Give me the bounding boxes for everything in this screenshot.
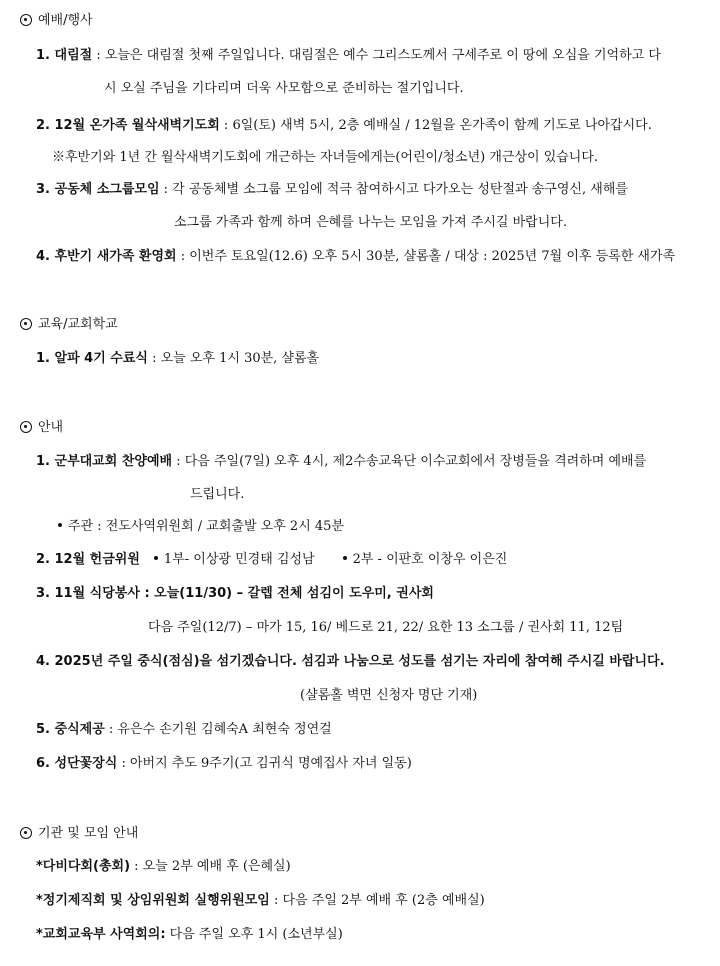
notice-altar-flowers: 6. 성단꽃장식 : 아버지 추도 9주기(고 김귀식 명예집사 자녀 일동): [36, 756, 412, 771]
circle-bullet-icon: [20, 421, 32, 433]
notice-advent: 1. 대림절 : 오늘은 대림절 첫째 주일입니다. 대림절은 예수 그리스도께서 구세주로 이 땅에 오심을 기억하고 다: [36, 48, 661, 63]
notice-kitchen-service: 3. 11월 식당봉사 : 오늘(11/30) – 갈렙 전체 섬김이 도우미, 권사회: [36, 586, 434, 601]
notice-alpha-graduation: 1. 알파 4기 수료식 : 오늘 오후 1시 30분, 샬롬홀: [36, 351, 320, 366]
section-heading-worship: 예배/행사: [20, 12, 93, 30]
notice-military-church: 1. 군부대교회 찬양예배 : 다음 주일(7일) 오후 4시, 제2수송교육단 이수교회에서 장병들을 격려하며 예배를: [36, 454, 647, 469]
notice-military-church-host: 주관 : 전도사역위원회 / 교회출발 오후 2시 45분: [58, 518, 344, 536]
section-heading-education: 교육/교회학교: [20, 316, 118, 334]
notice-advent-cont: 시 오실 주님을 기다리며 더욱 사모함으로 준비하는 절기입니다.: [104, 81, 464, 96]
section-heading-meetings: 기관 및 모임 안내: [20, 825, 138, 843]
notice-officers-meeting: *정기제직회 및 상임위원회 실행위원모임 : 다음 주일 2부 예배 후 (2층 예배실): [36, 893, 485, 908]
notice-dawn-prayer-note: ※후반기와 1년 간 월삭새벽기도회에 개근하는 자녀들에게는(어린이/청소년) 개근상이 있습니다.: [52, 150, 599, 165]
notice-education-meeting: *교회교육부 사역회의: 다음 주일 오후 1시 (소년부실): [36, 927, 343, 942]
notice-military-church-cont: 드립니다.: [190, 487, 245, 502]
dot-bullet-icon: [343, 556, 347, 560]
notice-small-groups-cont: 소그룹 가족과 함께 하며 은혜를 나누는 모임을 가져 주시길 바랍니다.: [174, 215, 567, 230]
notice-dorcas-meeting: *다비다회(총회) : 오늘 2부 예배 후 (은혜실): [36, 859, 291, 874]
circle-bullet-icon: [20, 318, 32, 330]
circle-bullet-icon: [20, 14, 32, 26]
notice-small-groups: 3. 공동체 소그룹모임 : 각 공동체별 소그룹 모임에 적극 참여하시고 다가오는 성탄절과 송구영신, 새해를: [36, 182, 628, 197]
section-heading-guidance: 안내: [20, 419, 63, 437]
notice-dawn-prayer: 2. 12월 온가족 월삭새벽기도회 : 6일(토) 새벽 5시, 2층 예배실 / 12월을 온가족이 함께 기도로 나아갑시다.: [36, 118, 652, 133]
notice-kitchen-service-cont: 다음 주일(12/7) – 마가 15, 16/ 베드로 21, 22/ 요한 13 소그룹 / 권사회 11, 12팀: [148, 620, 624, 635]
notice-lunch-provided: 5. 중식제공 : 유은수 손기원 김혜숙A 최현숙 정연걸: [36, 722, 332, 737]
notice-offering-team: 2. 12월 헌금위원 1부- 이상광 민경태 김성남 2부 - 이판호 이창우 이은진: [36, 552, 508, 567]
notice-lunch-service-cont: (샬롬홀 벽면 신청자 명단 기재): [300, 688, 478, 703]
dot-bullet-icon: [58, 523, 62, 527]
notice-lunch-service: 4. 2025년 주일 중식(점심)을 섬기겠습니다. 섬김과 나눔으로 성도를 섬기는 자리에 참여해 주시길 바랍니다.: [36, 654, 665, 669]
dot-bullet-icon: [154, 556, 158, 560]
circle-bullet-icon: [20, 827, 32, 839]
notice-newcomers: 4. 후반기 새가족 환영회 : 이번주 토요일(12.6) 오후 5시 30분, 샬롬홀 / 대상 : 2025년 7월 이후 등록한 새가족: [36, 249, 676, 264]
